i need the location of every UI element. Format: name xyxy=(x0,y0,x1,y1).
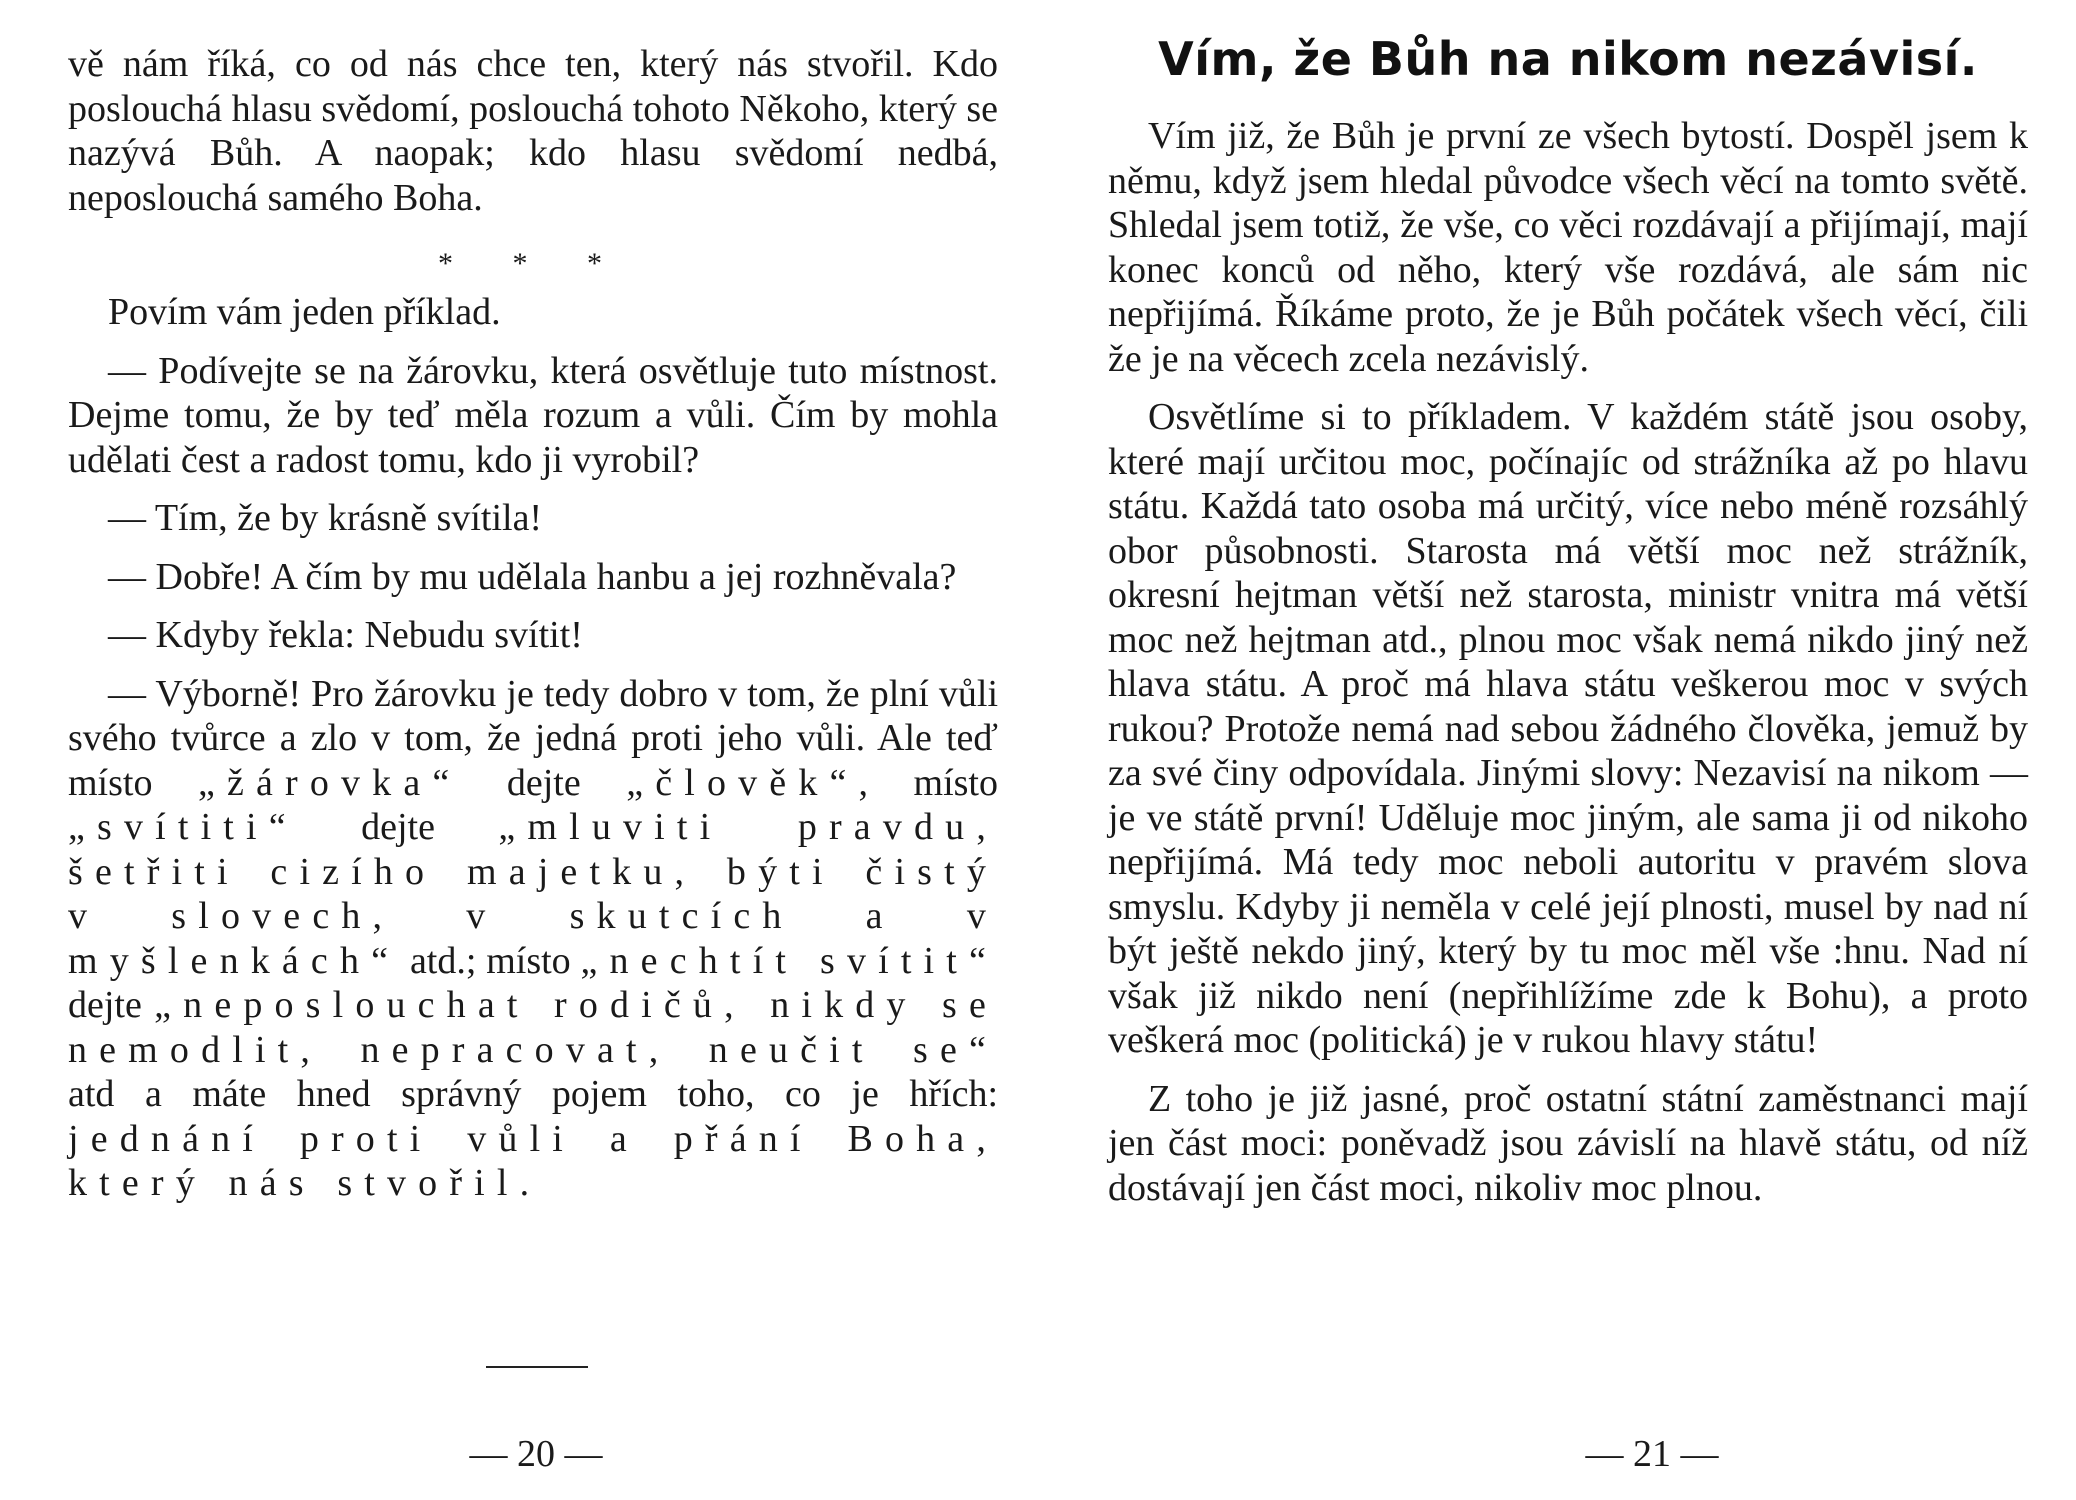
dialogue-line-4: — Kdyby řekla: Nebudu svítit! xyxy=(108,614,583,656)
final-text-2: dejte xyxy=(461,761,627,804)
final-spaced-5: „nechtít svítit“ xyxy=(580,939,998,982)
right-paragraph-3: Z toho je již jasné, proč ostatní státní zaměstnanci mají jen část moci: poněvadž jsou závislí na hlavě státu, od níž dostávají jen část moci, nikoliv moc plnou. xyxy=(1108,1077,2028,1209)
final-text-7: atd a máte hned správný pojem toho, co je hřích: xyxy=(68,1073,998,1115)
chapter-heading: Vím, že Bůh na nikom nezávisí. xyxy=(1158,32,1978,86)
page-number-right: — 21 — xyxy=(1585,1433,1719,1475)
dialogue-line-3: — Dobře! A čím by mu udělala hanbu a jej rozhněvala? xyxy=(108,555,957,598)
page-number-left: — 20 — xyxy=(469,1433,603,1475)
right-page-text xyxy=(1108,114,2028,1210)
left-paragraph-1: vě nám říká, co od nás chce ten, který nás stvořil. Kdo poslouchá hlasu svědomí, poslouchá tohoto Někoho, který se nazývá Bůh. A naopak; kdo hlasu svědomí nedbá, neposlouchá samého Boha. xyxy=(68,43,998,219)
final-text-5: atd.; místo xyxy=(400,939,581,982)
final-spaced-3: „svítiti“ xyxy=(68,806,298,848)
section-separator-stars: * * * xyxy=(438,247,628,280)
dialogue-line-final xyxy=(68,672,998,1206)
right-page xyxy=(1108,0,2028,1500)
final-spaced-1: „žárovka“ xyxy=(197,761,462,804)
final-text-6: dejte xyxy=(68,984,155,1026)
final-text-1: — Výborně! Pro žárovku je tedy dobro v tom, že plní vůli svého tvůrce a zlo v tom, že jedná proti jeho vůli. Ale teď místo xyxy=(68,672,998,804)
final-spaced-2: „člověk“ xyxy=(626,761,859,804)
final-spaced-7: jednání proti vůli a přání Boha, který nás stvořil. xyxy=(68,1117,998,1204)
left-page xyxy=(68,0,998,1500)
final-text-3: , místo xyxy=(858,761,998,804)
end-rule xyxy=(486,1366,588,1368)
right-paragraph-2: Osvětlíme si to příkladem. V každém státě jsou osoby, které mají určitou moc, počínajíc od strážníka až po hlavu státu. Každá tato osoba má určitý, více nebo méně rozsáhlý obor působnosti. Starosta má větší moc než strážník, okresní hejtman větší než starosta, ministr vnitra má větší moc než hejtman atd., plnou moc však nemá nikdo jiný než hlava státu. A proč má hlava státu veškerou moc v svých rukou? Protože nemá nad sebou žádného člověka, jemuž by za své činy odpovídala. Jinými slovy: Nezavisí na nikom — je ve státě první! Uděluje moc jiným, ale sama ji od nikoho nepřijímá. Má tedy moc neboli autoritu v pravém slova smyslu. Kdyby ji neměla v celé její plnosti, musel by nad ní být ještě nekdo jiný, který by tu moc měl vše :hnu. Nad ní však již nikdo není (nepřihlížíme zde k Bohu), a proto veškerá moc (politická) je v rukou hlavy státu! xyxy=(1108,396,2028,1061)
final-spaced-4: „mluviti pravdu, šetřiti cizího majetku, býti čistý v slovech, v skutcích a v myšlenkách“ xyxy=(68,806,998,982)
final-spaced-6: „neposlouchat rodičů, nikdy se nemodlit, nepracovat, neučit se“ xyxy=(68,984,998,1071)
dialogue-line-2: — Tím, že by krásně svítila! xyxy=(108,497,543,539)
dialogue-line-1: — Podívejte se na žárovku, která osvětluje tuto místnost. Dejme tomu, že by teď měla rozum a vůli. Čím by mohla udělati čest a radost tomu, kdo ji vyrobil? xyxy=(68,349,998,481)
final-text-4: dejte xyxy=(297,806,499,848)
right-paragraph-1: Vím již, že Bůh je první ze všech bytostí. Dospěl jsem k němu, když jsem hledal původce všech věcí na tomto světě. Shledal jsem totiž, že vše, co věci rozdávají a přijímají, mají konec konců od něho, který vše rozdává, ale sám nic nepřijímá. Říkáme proto, že je Bůh počátek všech věcí, čili že je na věcech zcela nezávislý. xyxy=(1108,115,2028,380)
left-page-text xyxy=(68,0,998,1206)
left-intro: Povím vám jeden příklad. xyxy=(108,291,501,333)
